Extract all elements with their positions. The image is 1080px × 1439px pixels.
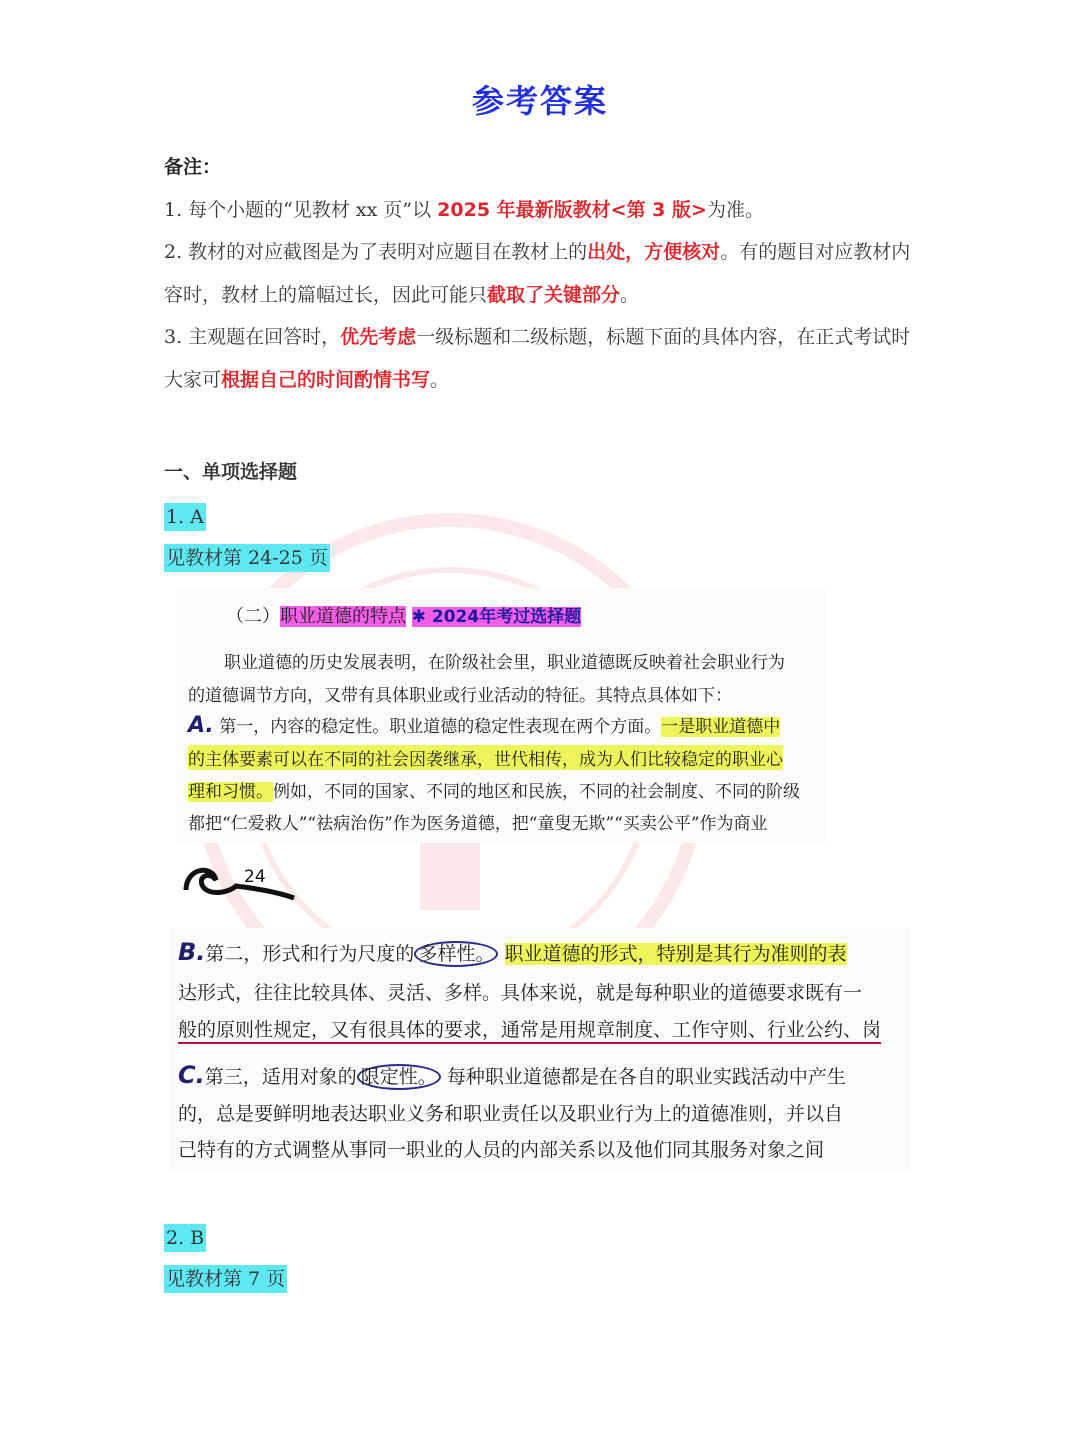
note-text: 2. 教材的对应截图是为了表明对应题目在教材上的: [164, 241, 588, 263]
note-text: 3. 主观题在回答时，: [164, 326, 341, 348]
excerpt-highlight: 一是职业道德中: [661, 717, 781, 737]
excerpt-line: 的道德调节方向，又带有具体职业或行业活动的特征。其特点具体如下：: [188, 686, 732, 706]
note-text: 。有的题目对应教材内容时，教材上的篇幅过长，因此可能只: [164, 241, 911, 306]
excerpt-heading-prefix: （二）: [226, 606, 280, 627]
note-text: 。: [430, 368, 450, 391]
answer-2-label: 2. B: [164, 1224, 206, 1252]
textbook-excerpt-page-25: [170, 928, 910, 1173]
excerpt-text: 第二，形式和行为尺度的: [205, 943, 415, 965]
textbook-excerpt-page-24: [176, 588, 826, 843]
excerpt-line: 的，总是要鲜明地表达职业义务和职业责任以及职业行为上的道德准则，并以自: [178, 1103, 844, 1125]
note-item-1: [164, 189, 924, 232]
excerpt-line: 的主体要素可以在不同的社会因袭继承，世代相传，成为人们比较稳定的职业心: [188, 745, 783, 770]
note-emphasis: 出处，方便核对: [587, 241, 721, 263]
excerpt-line: [188, 777, 800, 802]
excerpt-highlight: 职业道德的形式，特别是其行为准则的表: [504, 943, 847, 965]
excerpt-highlight: 理和习惯。: [188, 782, 273, 802]
note-emphasis: 2025 年最新版教材<第 3 版>: [437, 198, 707, 221]
excerpt-line: 都把“仁爱救人”“祛病治伤”作为医务道德，把“童叟无欺”“买卖公平”作为商业: [188, 814, 768, 834]
answer-2-ref: 见教材第 7 页: [164, 1265, 287, 1293]
excerpt-line: [178, 1061, 846, 1089]
note-text: 1. 每个小题的“见教材 xx 页”以: [164, 198, 438, 221]
excerpt-line: [188, 712, 780, 738]
note-text: 。: [620, 283, 640, 306]
page-number: 24: [244, 867, 266, 887]
notes-block: [164, 146, 924, 401]
note-item-3: [164, 316, 924, 401]
excerpt-line: 般的原则性规定，又有很具体的要求，通常是用规章制度、工作守则、行业公约、岗: [178, 1015, 881, 1044]
excerpt-text: 每种职业道德都是在各自的职业实践活动中产生: [446, 1066, 846, 1088]
page-title: 参考答案: [471, 82, 608, 120]
excerpt-line: 达形式，往往比较具体、灵活、多样。具体来说，就是每种职业的道德要求既有一: [178, 982, 863, 1004]
excerpt-text: 例如，不同的国家、不同的地区和民族，不同的社会制度、不同的阶级: [273, 782, 800, 802]
excerpt-circled: 限定性。: [357, 1064, 441, 1090]
page-number-ornament: [182, 858, 302, 903]
excerpt-line: [178, 938, 847, 966]
note-emphasis: 优先考虑: [340, 326, 417, 348]
note-item-2: [164, 231, 924, 316]
handwritten-mark-b: B.: [178, 938, 206, 966]
handwritten-mark-a: A.: [188, 713, 214, 738]
note-emphasis: 根据自己的时间酌情书写: [221, 368, 431, 391]
note-emphasis: 截取了关键部分: [487, 283, 621, 306]
excerpt-heading-text: 职业道德的特点: [280, 606, 406, 627]
excerpt-text: 第一，内容的稳定性。职业道德的稳定性表现在两个方面。: [219, 717, 662, 737]
excerpt-circled: 多样性。: [414, 941, 498, 967]
handwritten-note: ✱ 2024年考过选择题: [411, 607, 582, 627]
section-heading: 一、单项选择题: [164, 461, 298, 483]
excerpt-line: 己特有的方式调整从事同一职业的人员的内部关系以及他们同其服务对象之间: [178, 1139, 825, 1161]
answer-1-ref: 见教材第 24-25 页: [164, 544, 330, 572]
answer-1-label: 1. A: [164, 503, 206, 531]
excerpt-text: 第三，适用对象的: [204, 1066, 357, 1088]
handwritten-mark-c: C.: [178, 1061, 205, 1089]
excerpt-line: 职业道德的历史发展表明，在阶级社会里，职业道德既反映着社会职业行为: [224, 653, 785, 673]
excerpt-heading: [226, 602, 581, 628]
note-text: 为准。: [706, 198, 764, 221]
notes-heading: 备注：: [164, 156, 222, 178]
note-text: 一级标题和二级标题，标题下面的具体内容，在正式考试时大家可: [164, 326, 911, 391]
